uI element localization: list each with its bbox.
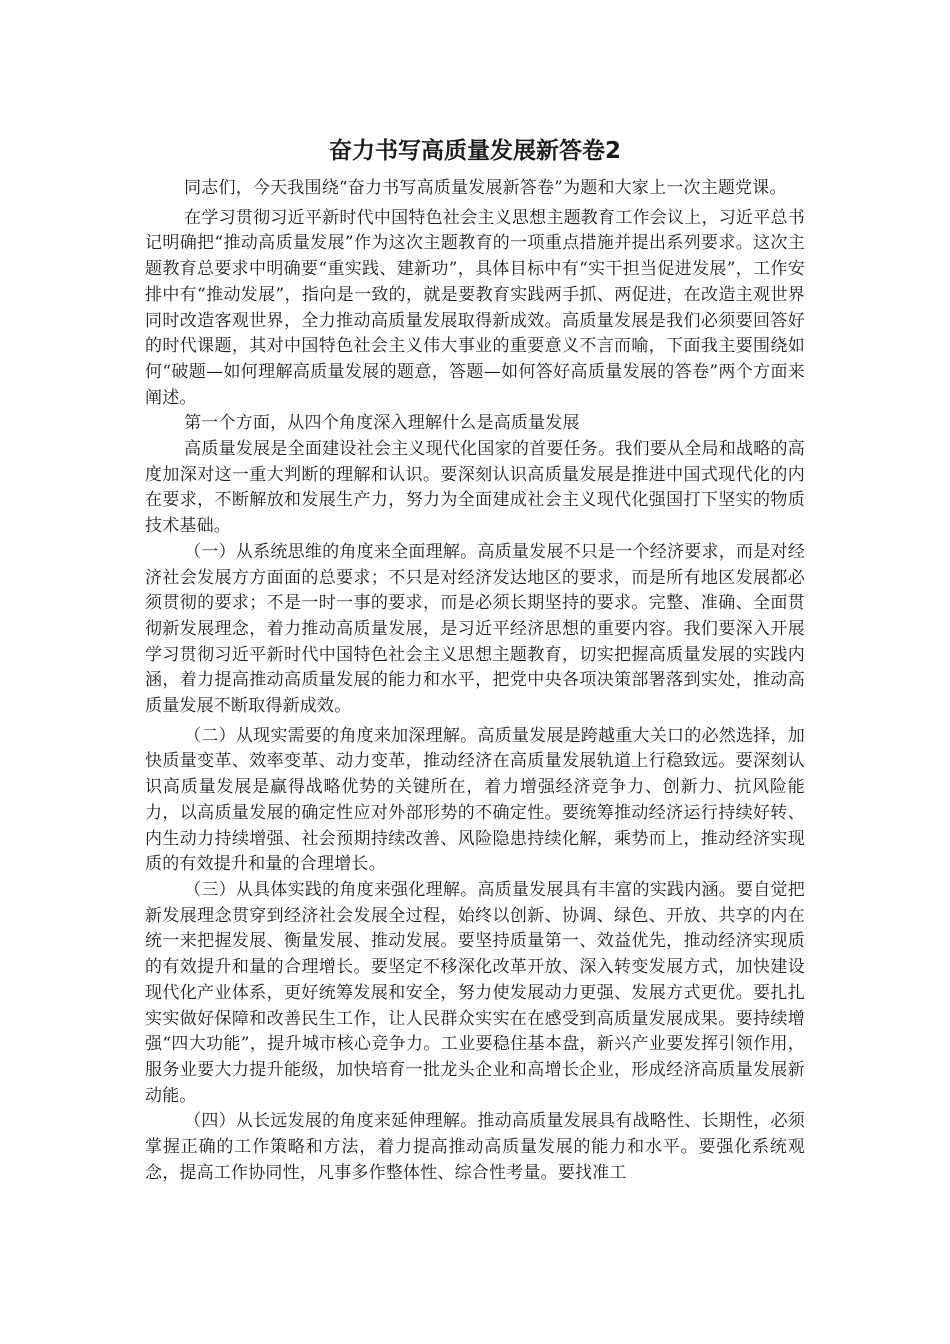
section-heading-first: 第一个方面，从四个角度深入理解什么是高质量发展 bbox=[184, 413, 580, 434]
paragraph-background: 在学习贯彻习近平新时代中国特色社会主义思想主题教育工作会议上，习近平总书记明确把“推动高质量发展”作为这次主题教育的一项重点措施并提出系列要求。这次主题教育总要求中明确要“重实践、建新功”，具体目标中有“实干担当促进发展”，工作安排中有“推动发展”，指向是一致的，就是要教育实践两手抓、两促进，在改造主观世界同时改造客观世界，全力推动高质量发展取得新成效。高质量发展是我们必须要回答好的时代课题，其对中国特色社会主义伟大事业的重要意义不言而喻，下面我主要围绕如何“破题—如何理解高质量发展的题意，答题—如何答好高质量发展的答卷”两个方面来阐述。 bbox=[145, 207, 805, 408]
paragraph-point-four: （四）从长远发展的角度来延伸理解。推动高质量发展具有战略性、长期性，必须掌握正确的工作策略和方法，着力提高推动高质量发展的能力和水平。要强化系统观念，提高工作协同性，凡事多作整体性、综合性考量。要找准工 bbox=[145, 1111, 805, 1183]
document-title: 奋力书写高质量发展新答卷2 bbox=[328, 138, 621, 164]
paragraph-point-two: （二）从现实需要的角度来加深理解。高质量发展是跨越重大关口的必然选择，加快质量变革、效率变革、动力变革，推动经济在高质量发展轨道上行稳致远。要深刻认识高质量发展是赢得战略优势的关键所在，着力增强经济竞争力、创新力、抗风险能力，以高质量发展的确定性应对外部形势的不确定性。要统筹推动经济运行持续好转、内生动力持续增强、社会预期持续改善、风险隐患持续化解，乘势而上，推动经济实现质的有效提升和量的合理增长。 bbox=[145, 725, 805, 875]
paragraph-point-one: （一）从系统思维的角度来全面理解。高质量发展不只是一个经济要求，而是对经济社会发展方方面面的总要求；不只是对经济发达地区的要求，而是所有地区发展都必须贯彻的要求；不是一时一事的要求，而是必须长期坚持的要求。完整、准确、全面贯彻新发展理念，着力推动高质量发展，是习近平经济思想的重要内容。我们要深入开展学习贯彻习近平新时代中国特色社会主义思想主题教育，切实把握高质量发展的实践内涵，着力提高推动高质量发展的能力和水平，把党中央各项决策部署落到实处，推动高质量发展不断取得新成效。 bbox=[145, 541, 805, 717]
paragraph-section-intro: 高质量发展是全面建设社会主义现代化国家的首要任务。我们要从全局和战略的高度加深对这一重大判断的理解和认识。要深刻认识高质量发展是推进中国式现代化的内在要求，不断解放和发展生产力，努力为全面建成社会主义现代化强国打下坚实的物质技术基础。 bbox=[145, 439, 805, 537]
paragraph-intro: 同志们，今天我围绕“奋力书写高质量发展新答卷”为题和大家上一次主题党课。 bbox=[184, 178, 787, 198]
paragraph-point-three: （三）从具体实践的角度来强化理解。高质量发展具有丰富的实践内涵。要自觉把新发展理念贯穿到经济社会发展全过程，始终以创新、协调、绿色、开放、共享的内在统一来把握发展、衡量发展、推动发展。要坚持质量第一、效益优先，推动经济实现质的有效提升和量的合理增长。要坚定不移深化改革开放、深入转变发展方式，加快建设现代化产业体系，更好统筹发展和安全，努力使发展动力更强、发展方式更优。要扎扎实实做好保障和改善民生工作，让人民群众实实在在感受到高质量发展成果。要持续增强“四大功能”，提升城市核心竞争力。工业要稳住基本盘，新兴产业要发挥引领作用，服务业要大力提升能级，加快培育一批龙头企业和高增长企业，形成经济高质量发展新动能。 bbox=[145, 879, 805, 1106]
document-body bbox=[145, 176, 805, 1186]
